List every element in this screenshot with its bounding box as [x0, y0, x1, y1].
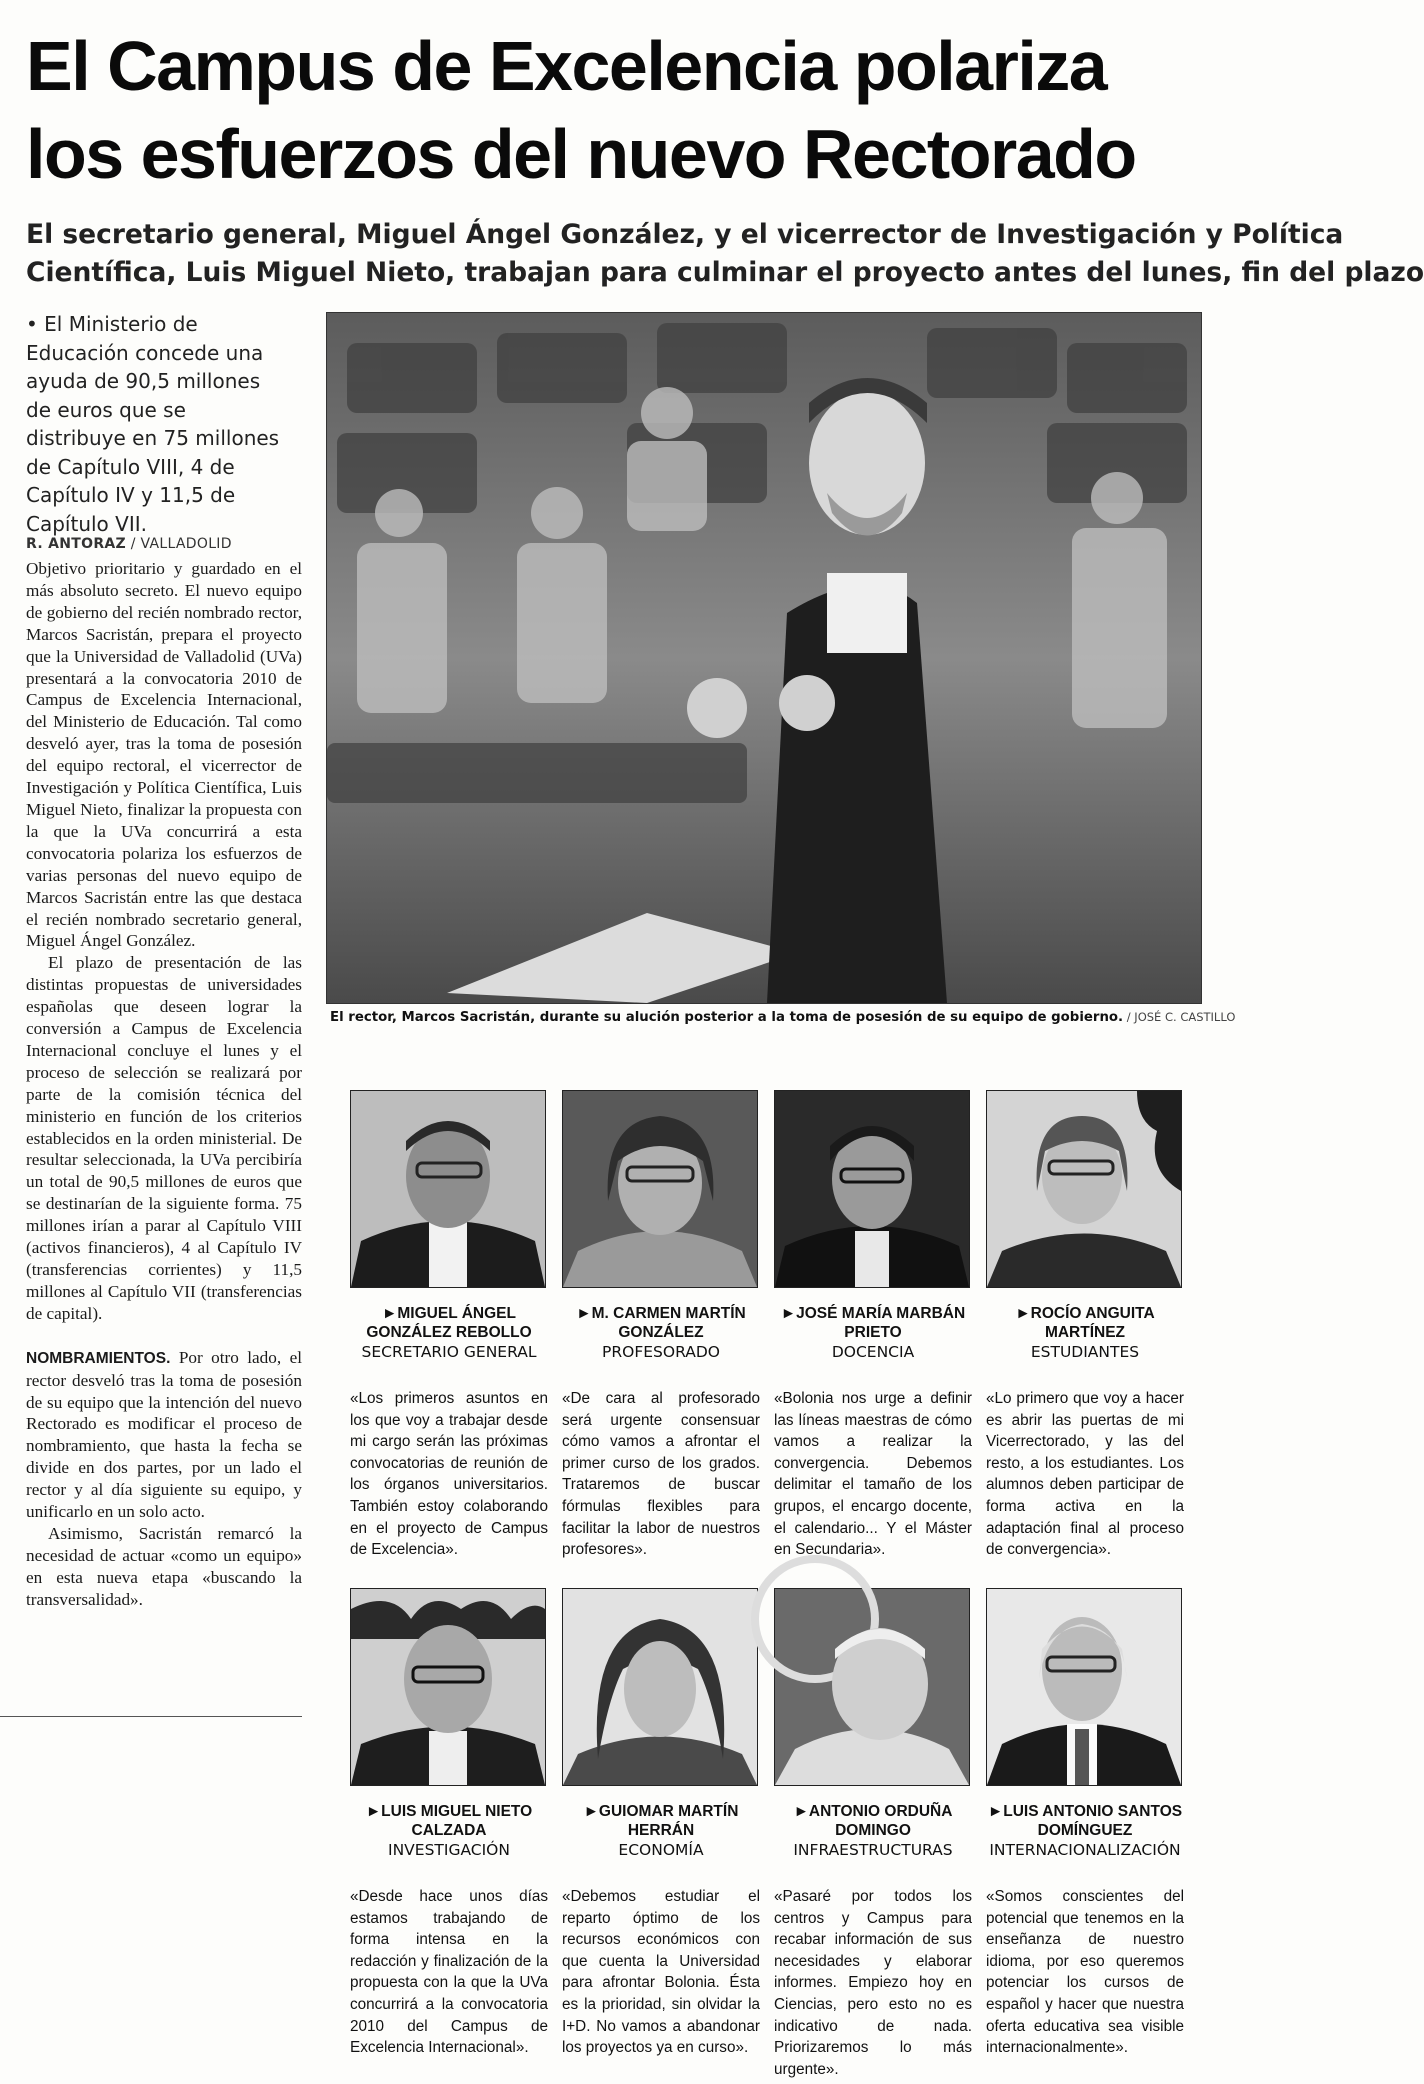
member-name: ►MIGUEL ÁNGEL GONZÁLEZ REBOLLO	[366, 1305, 532, 1341]
member-name: ►ANTONIO ORDUÑA DOMINGO	[793, 1803, 953, 1839]
body-paragraph-text: Por otro lado, el rector desveló tras la toma de posesión de su equipo que la intención del nuevo Rectorado es modificar el proceso de nombramiento, que hasta la fecha se divide en dos partes, por un lado el rector y al día siguiente su equipo, y unificarlo en un solo acto.	[26, 1347, 302, 1522]
subheadline-line-1: El secretario general, Miguel Ángel González, y el vicerrector de Investigación y Política	[26, 219, 1344, 250]
team-card	[562, 1588, 760, 2059]
portrait-photo	[562, 1090, 758, 1288]
team-card	[774, 1588, 972, 2080]
headline	[26, 22, 1216, 198]
team-card	[562, 1090, 760, 1561]
portrait-photo	[986, 1090, 1182, 1288]
member-role: INTERNACIONALIZACIÓN	[989, 1841, 1181, 1859]
article-body	[26, 558, 302, 1611]
portrait-photo	[350, 1588, 546, 1786]
body-paragraph: Objetivo prioritario y guardado en el más absoluto secreto. El nuevo equipo de gobierno del recién nombrado rector, Marcos Sacristán, prepara el proyecto que la Universidad de Valladolid (UVa) presentará a la convocatoria 2010 de Campus de Excelencia Internacional, del Ministerio de Educación. Tal como desveló ayer, tras la toma de posesión del equipo rectoral, el vicerrector de Investigación y Política Científica, Luis Miguel Nieto, finalizar la propuesta con la que la UVa concurrirá a esta convocatoria polariza los esfuerzos de varias personas del nuevo equipo de Marcos Sacristán entre las que destaca el recién nombrado secretario general, Miguel Ángel González.	[26, 559, 302, 951]
member-quote: «Lo primero que voy a hacer es abrir las puertas de mi Vicerrectorado, y las del resto, a los estudiantes. Los alumnos deben participar de forma activa en la adaptación final al proceso de convergencia».	[986, 1390, 1184, 1559]
team-card	[774, 1090, 972, 1561]
member-role: SECRETARIO GENERAL	[361, 1343, 537, 1361]
member-quote: «Desde hace unos días estamos trabajando de forma intensa en la redacción y finalización de la propuesta con la que la UVa concurrirá a la convocatoria 2010 del Campus de Excelencia Internacional».	[350, 1888, 548, 2057]
member-name: ►M. CARMEN MARTÍN GONZÁLEZ	[576, 1305, 746, 1341]
headline-line-1: El Campus de Excelencia polariza	[26, 27, 1107, 105]
member-name: ►GUIOMAR MARTÍN HERRÁN	[583, 1803, 739, 1839]
team-card	[986, 1090, 1184, 1561]
member-name: ►ROCÍO ANGUITA MARTÍNEZ	[1015, 1305, 1155, 1341]
byline-author: R. ANTORAZ	[26, 536, 127, 552]
portrait-photo	[774, 1588, 970, 1786]
member-quote: «Debemos estudiar el reparto óptimo de los recursos económicos con que cuenta la Universidad para afrontar Bolonia. Ésta es la prioridad, sin olvidar la I+D. No vamos a abandonar los proyectos ya en curso».	[562, 1888, 760, 2057]
subheadline-line-2: Científica, Luis Miguel Nieto, trabajan para culminar el proyecto antes del lunes, fin del plazo	[26, 257, 1424, 288]
portrait-photo	[774, 1090, 970, 1288]
member-role: DOCENCIA	[831, 1343, 915, 1361]
team-card	[350, 1090, 548, 1561]
member-quote: «Bolonia nos urge a definir las líneas maestras de cómo vamos a realizar la convergencia. Debemos delimitar el tamaño de los grupos, el encargo docente, el calendario... Y el Máster en Secundaria».	[774, 1390, 972, 1559]
member-quote: «Somos conscientes del potencial que tenemos en la enseñanza de nuestro idioma, por eso queremos potenciar los cursos de español y hacer que nuestra oferta educativa sea visible internacionalmente».	[986, 1888, 1184, 2057]
member-quote: «Pasaré por todos los centros y Campus para recabar información de sus necesidades y elaborar informes. Empiezo hoy en Ciencias, pero esto no es indicativo de nada. Priorizaremos lo más urgente».	[774, 1888, 972, 2078]
member-name: ►LUIS ANTONIO SANTOS DOMÍNGUEZ	[987, 1803, 1183, 1839]
column-rule	[0, 1716, 302, 1717]
member-quote: «De cara al profesorado será urgente consensuar cómo vamos a afrontar el primer curso de los grados. Trataremos de buscar fórmulas flexibles para facilitar la labor de nuestros profesores».	[562, 1390, 760, 1559]
team-card	[986, 1588, 1184, 2059]
subheadline	[26, 216, 1424, 292]
body-paragraph: El plazo de presentación de las distintas propuestas de universidades españolas que deseen lograr la conversión a Campus de Excelencia Internacional concluye el lunes y el proceso de selección se realizará por parte de la comisión técnica del ministerio en función de los criterios establecidos en la orden ministerial. De resultar seleccionada, la UVa percibiría un total de 90,5 millones de euros que se destinarían de la siguiente forma. 75 millones irían a parar al Capítulo VIII (activos financieros), 4 al Capítulo IV (transferencias corrientes) y 11,5 millones al Capítulo VII (transferencias de capital).	[26, 953, 302, 1323]
member-role: ESTUDIANTES	[1030, 1343, 1140, 1361]
member-quote: «Los primeros asuntos en los que voy a trabajar desde mi cargo serán las próximas convocatorias de reunión de los órganos universitarios. También estoy colaborando en el proyecto de Campus de Excelencia».	[350, 1390, 548, 1559]
portrait-photo	[350, 1090, 546, 1288]
main-photo	[326, 312, 1202, 1004]
team-card	[350, 1588, 548, 2059]
headline-line-2: los esfuerzos del nuevo Rectorado	[26, 115, 1136, 193]
member-role: INFRAESTRUCTURAS	[793, 1841, 953, 1859]
member-name: ►LUIS MIGUEL NIETO CALZADA	[365, 1803, 533, 1839]
caption-text: El rector, Marcos Sacristán, durante su alución posterior a la toma de posesión de su equipo de gobierno.	[330, 1010, 1124, 1025]
byline	[26, 536, 232, 552]
lead-summary: • El Ministerio de Educación concede una ayuda de 90,5 millones de euros que se distribuye en 75 millones de Capítulo VIII, 4 de Capítulo IV y 11,5 de Capítulo VII.	[26, 312, 280, 536]
body-paragraph: Asimismo, Sacristán remarcó la necesidad de actuar «como un equipo» en esta nueva etapa «buscando la transversalidad».	[26, 1523, 302, 1609]
photo-credit: / JOSÉ C. CASTILLO	[1123, 1010, 1236, 1024]
portrait-photo	[562, 1588, 758, 1786]
member-role: INVESTIGACIÓN	[388, 1841, 510, 1859]
photo-caption	[330, 1010, 1236, 1025]
main-photo-illustration	[327, 313, 1201, 1003]
portrait-photo	[986, 1588, 1182, 1786]
section-keyword: NOMBRAMIENTOS.	[26, 1349, 171, 1367]
body-paragraph	[26, 1347, 302, 1523]
member-role: ECONOMÍA	[618, 1841, 704, 1859]
byline-place: / VALLADOLID	[126, 536, 232, 552]
member-role: PROFESORADO	[602, 1343, 720, 1361]
member-name: ►JOSÉ MARÍA MARBÁN PRIETO	[780, 1305, 966, 1341]
